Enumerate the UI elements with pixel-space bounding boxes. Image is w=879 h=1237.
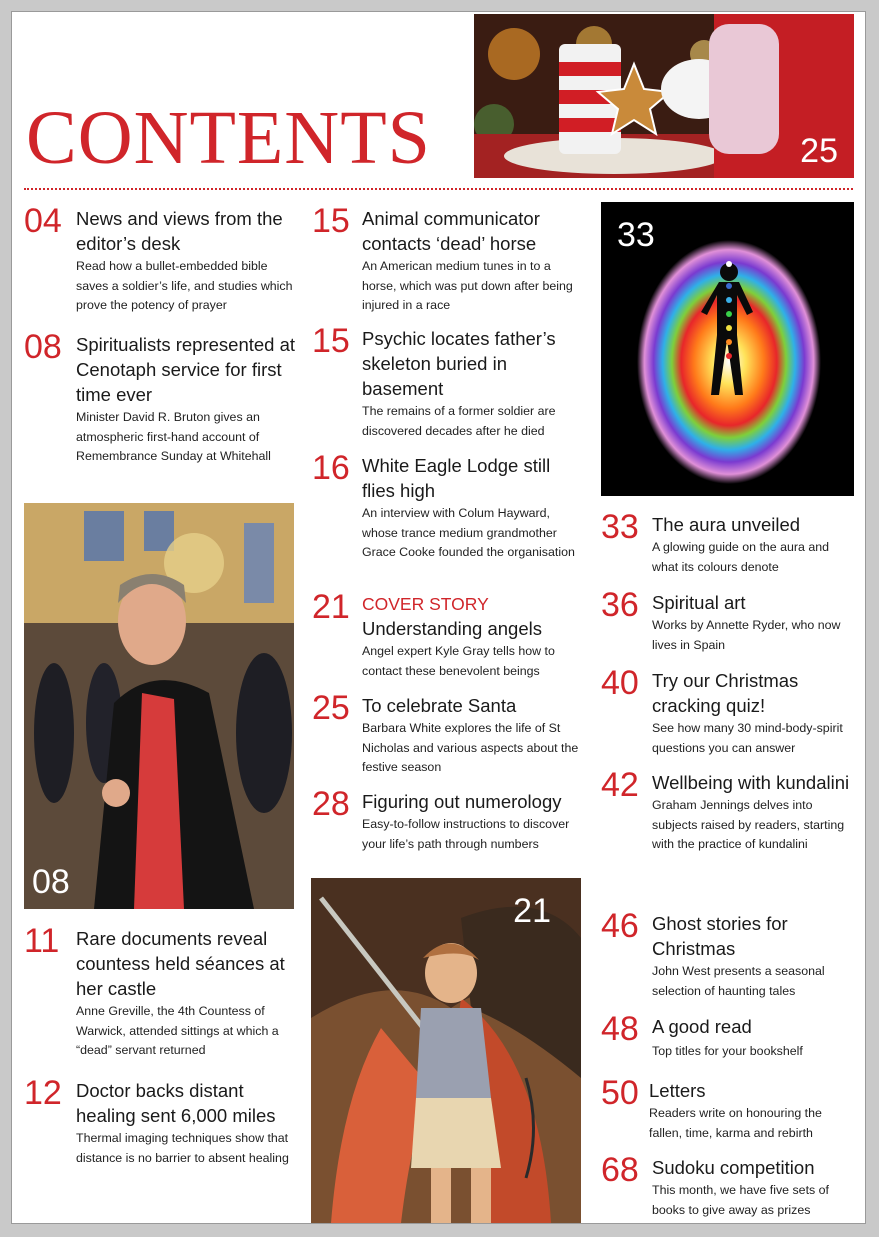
entry-description: Anne Greville, the 4th Countess of Warwick, attended sittings at which a “dead” servant returned xyxy=(76,1004,279,1057)
page-number: 08 xyxy=(24,328,62,366)
page-number: 42 xyxy=(601,766,639,804)
page-number: 68 xyxy=(601,1151,639,1189)
page-number: 12 xyxy=(24,1074,62,1112)
angel-painting-number: 21 xyxy=(513,892,551,930)
entry-description: Barbara White explores the life of St Nicholas and various aspects about the festive season xyxy=(362,721,579,774)
contents-page xyxy=(12,12,865,1223)
entry-description: A glowing guide on the aura and what its colours denote xyxy=(652,540,830,574)
santa-photo xyxy=(474,14,854,178)
entry-headline: Animal communicator contacts ‘dead’ horse xyxy=(362,208,540,254)
entry-description: Graham Jennings delves into subjects raised by readers, starting with the practice of kundalini xyxy=(652,798,845,851)
entry-description: Top titles for your bookshelf xyxy=(652,1044,803,1058)
page-number: 48 xyxy=(601,1010,639,1048)
entry-description: Thermal imaging techniques show that distance is no barrier to absent healing xyxy=(76,1131,289,1165)
cover-story-label: COVER STORY xyxy=(362,594,489,614)
page-number: 46 xyxy=(601,907,639,945)
entry-headline: Try our Christmas cracking quiz! xyxy=(652,670,799,716)
page-number: 28 xyxy=(312,785,350,823)
page-number: 11 xyxy=(24,922,60,960)
page-number: 15 xyxy=(312,202,350,240)
entry-headline: Letters xyxy=(649,1080,706,1101)
entry-headline: Understanding angels xyxy=(362,618,542,639)
entry-headline: Rare documents reveal countess held séances at her castle xyxy=(76,928,285,999)
entry-headline: Wellbeing with kundalini xyxy=(652,772,850,793)
dotted-divider xyxy=(24,188,853,190)
entry-description: The remains of a former soldier are discovered decades after he died xyxy=(362,404,556,438)
entry-description: An American medium tunes in to a horse, which was put down after being injured in a race xyxy=(362,259,573,312)
santa-photo-number: 25 xyxy=(800,132,838,170)
aura-photo xyxy=(601,202,854,496)
entry-headline: News and views from the editor’s desk xyxy=(76,208,283,254)
entry-headline: To celebrate Santa xyxy=(362,695,517,716)
cenotaph-photo xyxy=(24,503,294,909)
entry-headline: Psychic locates father’s skeleton buried in basement xyxy=(362,328,556,399)
page-number: 40 xyxy=(601,664,639,702)
entry-description: See how many 30 mind-body-spirit questions you can answer xyxy=(652,721,843,755)
entry-description: Easy-to-follow instructions to discover your life’s path through numbers xyxy=(362,817,570,851)
page-number: 50 xyxy=(601,1074,639,1112)
page-number: 25 xyxy=(312,689,350,727)
entry-description: An interview with Colum Hayward, whose trance medium grandmother Grace Cooke founded the organisation xyxy=(362,506,575,559)
page-number: 04 xyxy=(24,202,62,240)
page-number: 16 xyxy=(312,449,350,487)
entry-headline: White Eagle Lodge still flies high xyxy=(362,455,551,501)
entry-description: Minister David R. Bruton gives an atmospheric first-hand account of Remembrance Sunday at Whitehall xyxy=(76,410,271,463)
entry-headline: A good read xyxy=(652,1016,752,1037)
page-number: 36 xyxy=(601,586,639,624)
page-number: 15 xyxy=(312,322,350,360)
entry-headline: Spiritualists represented at Cenotaph service for first time ever xyxy=(76,334,296,405)
page-number: 21 xyxy=(312,588,350,626)
entry-headline: Figuring out numerology xyxy=(362,791,562,812)
entry-headline: Ghost stories for Christmas xyxy=(652,913,788,959)
entry-headline: The aura unveiled xyxy=(652,514,801,535)
entry-description: This month, we have five sets of books to give away as prizes xyxy=(652,1183,829,1217)
cenotaph-photo-number: 08 xyxy=(32,863,70,901)
entry-description: John West presents a seasonal selection of haunting tales xyxy=(652,964,825,998)
entry-description: Angel expert Kyle Gray tells how to contact these benevolent beings xyxy=(362,644,555,678)
angel-painting xyxy=(311,878,581,1223)
aura-photo-number: 33 xyxy=(617,216,655,254)
entry-headline: Spiritual art xyxy=(652,592,746,613)
entry-headline: Doctor backs distant healing sent 6,000 miles xyxy=(76,1080,276,1126)
page-title: CONTENTS xyxy=(26,96,431,180)
page-number: 33 xyxy=(601,508,639,546)
entry-description: Readers write on honouring the fallen, time, karma and rebirth xyxy=(649,1106,822,1140)
entry-headline: Sudoku competition xyxy=(652,1157,815,1178)
entry-description: Works by Annette Ryder, who now lives in Spain xyxy=(652,618,841,652)
entry-description: Read how a bullet-embedded bible saves a soldier’s life, and studies which prove the potency of prayer xyxy=(76,259,293,312)
